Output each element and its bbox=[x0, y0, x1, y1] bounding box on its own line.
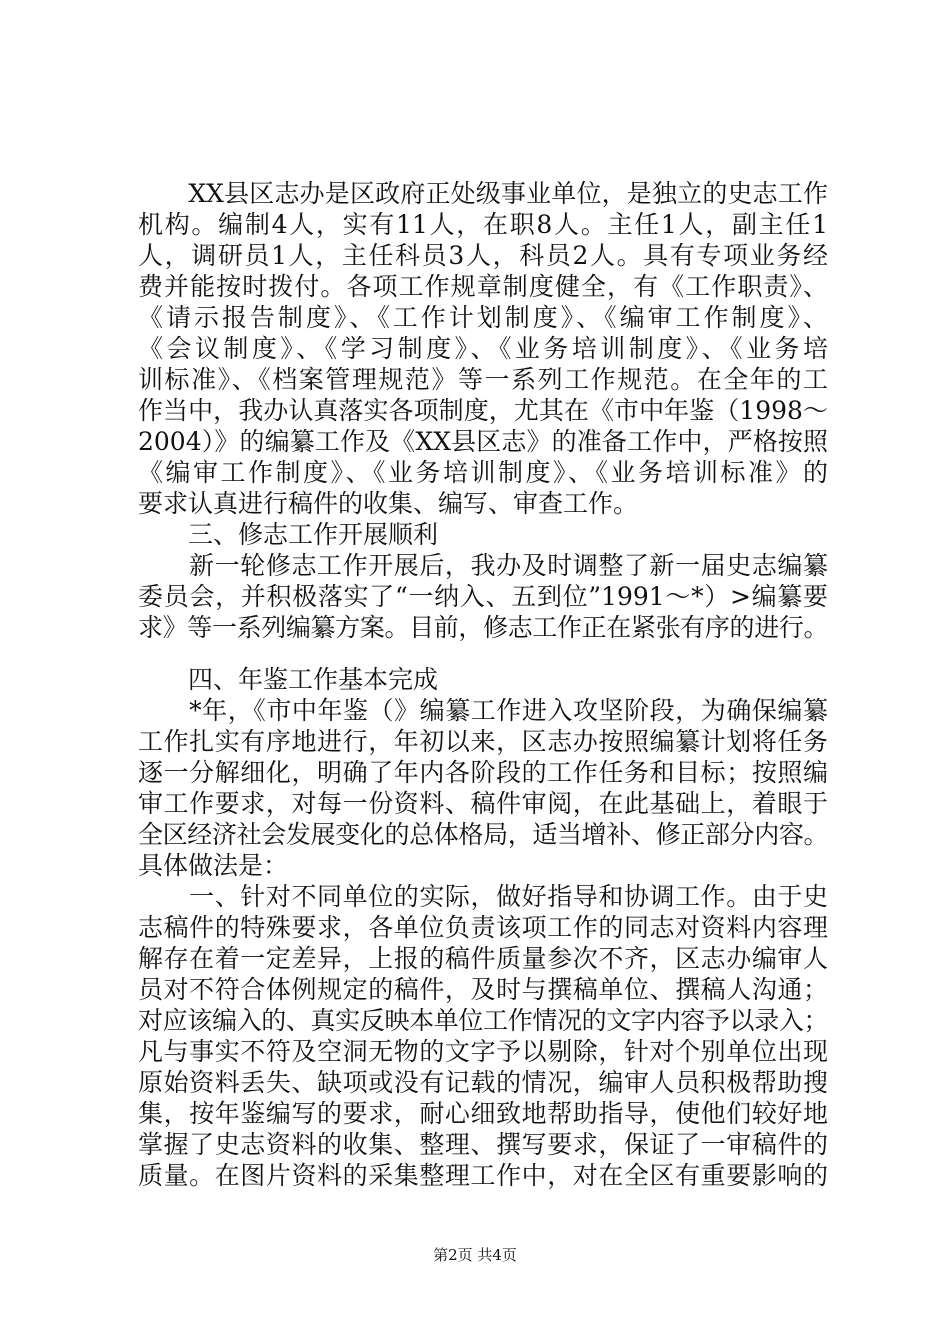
text-line: 一、针对不同单位的实际，做好指导和协调工作。由于史 bbox=[138, 882, 828, 911]
section-heading: 四、年鉴工作基本完成 bbox=[138, 665, 439, 694]
text-line: 要求认真进行稿件的收集、编写、审查工作。 bbox=[138, 489, 639, 518]
text-line: 2004）》的编纂工作及《XX县区志》的准备工作中，严格按照 bbox=[138, 427, 828, 456]
text-line: 对应该编入的、真实反映本单位工作情况的文字内容予以录入； bbox=[138, 1006, 828, 1035]
text-line: 求》等一系列编纂方案。目前，修志工作正在紧张有序的进行。 bbox=[138, 613, 828, 642]
text-line: 志稿件的特殊要求，各单位负责该项工作的同志对资料内容理 bbox=[138, 913, 828, 942]
text-line: 全区经济社会发展变化的总体格局，适当增补、修正部分内容。 bbox=[138, 820, 828, 849]
text-line: 审工作要求，对每一份资料、稿件审阅，在此基础上，着眼于 bbox=[138, 789, 828, 818]
text-line: 凡与事实不符及空洞无物的文字予以剔除，针对个别单位出现 bbox=[138, 1037, 828, 1066]
text-line: 原始资料丢失、缺项或没有记载的情况，编审人员积极帮助搜 bbox=[138, 1068, 828, 1097]
text-line: 训标准》、《档案管理规范》等一系列工作规范。在全年的工 bbox=[138, 365, 828, 394]
text-line: 具体做法是： bbox=[138, 851, 289, 880]
text-line: 费并能按时拨付。各项工作规章制度健全，有《工作职责》、 bbox=[138, 272, 828, 301]
text-line: 逐一分解细化，明确了年内各阶段的工作任务和目标；按照编 bbox=[138, 758, 828, 787]
text-line: *年，《市中年鉴（》编纂工作进入攻坚阶段，为确保编纂 bbox=[138, 696, 828, 725]
text-line: 新一轮修志工作开展后，我办及时调整了新一届史志编纂 bbox=[138, 551, 828, 580]
text-line: 集，按年鉴编写的要求，耐心细致地帮助指导，使他们较好地 bbox=[138, 1099, 828, 1128]
page-number-footer: 第2页 共4页 bbox=[433, 1246, 517, 1264]
text-line: 人，调研员1人，主任科员3人，科员2人。具有专项业务经 bbox=[138, 241, 828, 270]
text-line: 质量。在图片资料的采集整理工作中，对在全区有重要影响的 bbox=[138, 1161, 828, 1190]
text-line: XX县区志办是区政府正处级事业单位，是独立的史志工作 bbox=[138, 179, 828, 208]
text-line: 解存在着一定差异，上报的稿件质量参次不齐，区志办编审人 bbox=[138, 944, 828, 973]
text-line: 机构。编制4人，实有11人，在职8人。主任1人，副主任1 bbox=[138, 210, 828, 239]
text-line: 员对不符合体例规定的稿件，及时与撰稿单位、撰稿人沟通； bbox=[138, 975, 828, 1004]
section-heading: 三、修志工作开展顺利 bbox=[138, 520, 439, 549]
text-line: 《请示报告制度》、《工作计划制度》、《编审工作制度》、 bbox=[138, 303, 828, 332]
text-line: 《会议制度》、《学习制度》、《业务培训制度》、《业务培 bbox=[138, 334, 828, 363]
text-line: 作当中，我办认真落实各项制度，尤其在《市中年鉴（1998～ bbox=[138, 396, 828, 425]
text-line: 掌握了史志资料的收集、整理、撰写要求，保证了一审稿件的 bbox=[138, 1130, 828, 1159]
text-line: 工作扎实有序地进行，年初以来，区志办按照编纂计划将任务 bbox=[138, 727, 828, 756]
text-line: 委员会，并积极落实了“一纳入、五到位”1991～*）>编纂要 bbox=[138, 582, 828, 611]
text-line: 《编审工作制度》、《业务培训制度》、《业务培训标准》的 bbox=[138, 458, 828, 487]
